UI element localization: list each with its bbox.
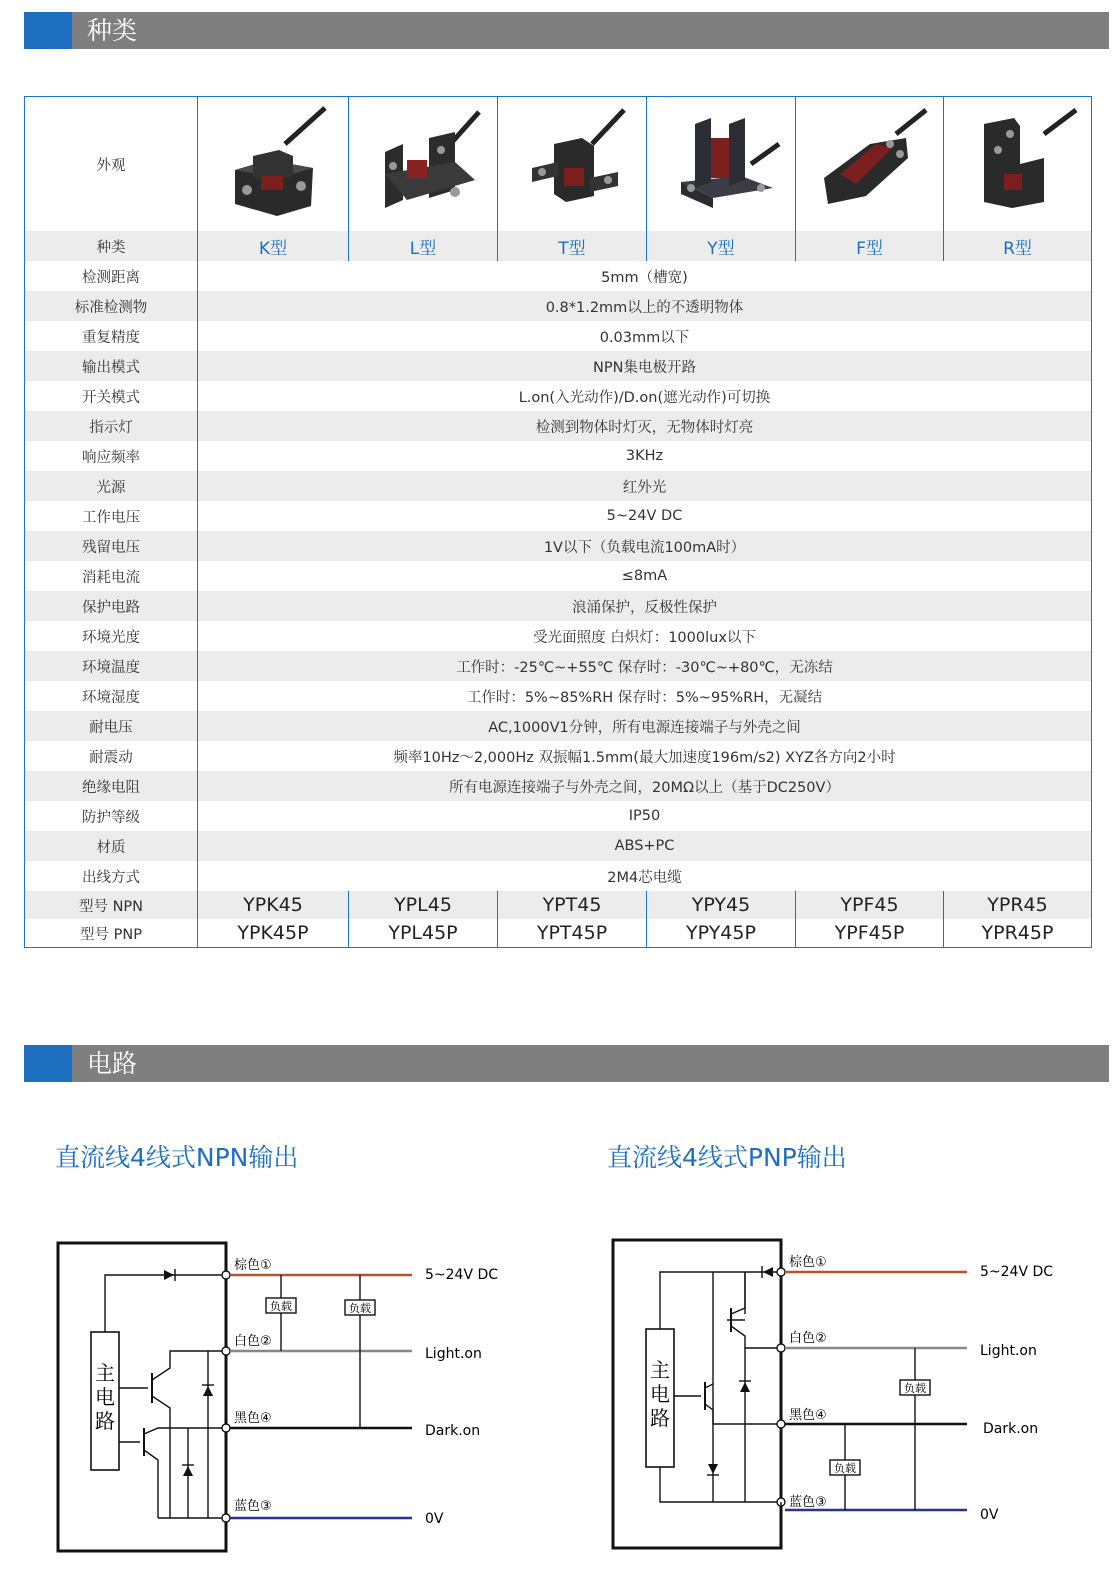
model-cell: YPF45P: [796, 919, 944, 948]
load-label: 负载: [834, 1462, 856, 1475]
wire-label-blue: 蓝色③: [789, 1495, 827, 1510]
spec-label: 环境温度: [25, 651, 198, 681]
spec-value: IP50: [198, 801, 1092, 831]
spec-label: 标准检测物: [25, 291, 198, 321]
appearance-label: 外观: [25, 97, 198, 232]
spec-label: 指示灯: [25, 411, 198, 441]
spec-value: NPN集电极开路: [198, 351, 1092, 381]
model-cell: YPF45: [796, 891, 944, 919]
type-cell: T型: [498, 231, 647, 261]
spec-value: 受光面照度 白炽灯：1000lux以下: [198, 621, 1092, 651]
pnp-circuit-title: 直流线4线式PNP输出: [607, 1143, 847, 1172]
spec-value: ≤8mA: [198, 561, 1092, 591]
spec-value: 2M4芯电缆: [198, 861, 1092, 891]
spec-label: 耐震动: [25, 741, 198, 771]
type-cell: K型: [198, 231, 349, 261]
spec-row: [25, 321, 1092, 351]
spec-value: 0.8*1.2mm以上的不透明物体: [198, 291, 1092, 321]
wire-label-black: 黑色④: [789, 1408, 827, 1423]
spec-row: [25, 471, 1092, 501]
model-cell: YPY45P: [647, 919, 796, 948]
load-label: 负载: [270, 1300, 292, 1313]
spec-value: 所有电源连接端子与外壳之间，20MΩ以上（基于DC250V）: [198, 771, 1092, 801]
spec-label: 保护电路: [25, 591, 198, 621]
spec-label: 重复精度: [25, 321, 198, 351]
spec-row: [25, 561, 1092, 591]
type-cell: F型: [796, 231, 944, 261]
spec-row: [25, 591, 1092, 621]
sensor-image-y: [647, 97, 796, 232]
spec-row: [25, 621, 1092, 651]
spec-label: 防护等级: [25, 801, 198, 831]
spec-label: 消耗电流: [25, 561, 198, 591]
spec-value: L.on(入光动作)/D.on(遮光动作)可切换: [198, 381, 1092, 411]
spec-value: 5mm（槽宽): [198, 261, 1092, 291]
spec-value: 频率10Hz～2,000Hz 双振幅1.5mm(最大加速度196m/s2) XYZ各方向2小时: [198, 741, 1092, 771]
npn-circuit-title: 直流线4线式NPN输出: [55, 1143, 299, 1172]
spec-label: 响应频率: [25, 441, 198, 471]
spec-label: 检测距离: [25, 261, 198, 291]
type-cell: L型: [349, 231, 498, 261]
spec-value: ABS+PC: [198, 831, 1092, 861]
model-cell: YPT45P: [498, 919, 647, 948]
wire-label-white: 白色②: [234, 1334, 272, 1349]
pnp-model-row: [25, 919, 1092, 948]
wire-label-blue: 蓝色③: [234, 1499, 272, 1514]
spec-row: [25, 801, 1092, 831]
section-title: 电路: [87, 1049, 138, 1078]
model-cell: YPR45P: [944, 919, 1092, 948]
spec-row: [25, 261, 1092, 291]
spec-row: [25, 831, 1092, 861]
spec-value: 0.03mm以下: [198, 321, 1092, 351]
type-cell: Y型: [647, 231, 796, 261]
zero-volt-label: 0V: [425, 1511, 444, 1527]
spec-label: 开关模式: [25, 381, 198, 411]
spec-label: 耐电压: [25, 711, 198, 741]
spec-row: [25, 351, 1092, 381]
npn-label: 型号 NPN: [25, 891, 198, 919]
model-cell: YPK45: [198, 891, 349, 919]
section-accent: [24, 1045, 72, 1082]
light-on-label: Light.on: [980, 1343, 1037, 1359]
spec-row: [25, 681, 1092, 711]
spec-row: [25, 291, 1092, 321]
spec-label: 绝缘电阻: [25, 771, 198, 801]
wire-label-brown: 棕色①: [234, 1258, 272, 1273]
spec-value: 1V以下（负载电流100mA时）: [198, 531, 1092, 561]
spec-label: 残留电压: [25, 531, 198, 561]
type-cell: R型: [944, 231, 1092, 261]
spec-value: 工作时：-25℃~+55℃ 保存时：-30℃~+80℃，无冻结: [198, 651, 1092, 681]
sensor-image-l: [349, 97, 498, 232]
main-circuit-label: 路: [95, 1409, 115, 1433]
sensor-image-t: [498, 97, 647, 232]
spec-value: 3KHz: [198, 441, 1092, 471]
section-header-circuit: [24, 1045, 1109, 1082]
main-circuit-label: 电: [95, 1385, 115, 1409]
model-cell: YPK45P: [198, 919, 349, 948]
light-on-label: Light.on: [425, 1346, 482, 1362]
spec-row: [25, 441, 1092, 471]
spec-value: 检测到物体时灯灭，无物体时灯亮: [198, 411, 1092, 441]
npn-model-row: [25, 891, 1092, 919]
model-cell: YPY45: [647, 891, 796, 919]
wire-label-white: 白色②: [789, 1331, 827, 1346]
zero-volt-label: 0V: [980, 1507, 999, 1523]
dark-on-label: Dark.on: [425, 1423, 481, 1439]
spec-label: 输出模式: [25, 351, 198, 381]
spec-row: [25, 711, 1092, 741]
sensor-image-k: [198, 97, 349, 232]
model-cell: YPL45: [349, 891, 498, 919]
spec-label: 环境湿度: [25, 681, 198, 711]
spec-row: [25, 381, 1092, 411]
spec-row: [25, 771, 1092, 801]
type-label: 种类: [25, 231, 198, 261]
wire-label-black: 黑色④: [234, 1411, 272, 1426]
supply-label: 5~24V DC: [425, 1267, 499, 1283]
spec-row: [25, 651, 1092, 681]
sensor-image-f: [796, 97, 944, 232]
spec-label: 工作电压: [25, 501, 198, 531]
main-circuit-label: 路: [650, 1406, 670, 1430]
spec-row: [25, 741, 1092, 771]
model-cell: YPL45P: [349, 919, 498, 948]
sensor-image-r: [944, 97, 1092, 232]
spec-value: 浪涌保护，反极性保护: [198, 591, 1092, 621]
spec-value: 工作时：5%~85%RH 保存时：5%~95%RH，无凝结: [198, 681, 1092, 711]
wire-label-brown: 棕色①: [789, 1255, 827, 1270]
spec-label: 材质: [25, 831, 198, 861]
spec-value: 5~24V DC: [198, 501, 1092, 531]
pnp-label: 型号 PNP: [25, 919, 198, 948]
section-accent: [24, 12, 72, 49]
spec-row: [25, 411, 1092, 441]
supply-label: 5~24V DC: [980, 1264, 1054, 1280]
load-label: 负载: [904, 1382, 926, 1395]
dark-on-label: Dark.on: [983, 1421, 1039, 1437]
main-circuit-label: 主: [650, 1358, 670, 1382]
type-row: [25, 231, 1092, 261]
main-circuit-label: 电: [650, 1382, 670, 1406]
spec-row: [25, 531, 1092, 561]
spec-table: [24, 96, 1092, 948]
spec-value: 红外光: [198, 471, 1092, 501]
spec-label: 光源: [25, 471, 198, 501]
section-title: 种类: [87, 16, 138, 45]
section-header-types: [24, 12, 1109, 49]
load-label: 负载: [349, 1302, 371, 1315]
npn-circuit-diagram: [50, 1228, 520, 1558]
spec-value: AC,1000V1分钟，所有电源连接端子与外壳之间: [198, 711, 1092, 741]
spec-row: [25, 861, 1092, 891]
appearance-row: [25, 97, 1092, 232]
model-cell: YPT45: [498, 891, 647, 919]
pnp-circuit-diagram: [605, 1228, 1075, 1558]
spec-label: 环境光度: [25, 621, 198, 651]
spec-row: [25, 501, 1092, 531]
spec-label: 出线方式: [25, 861, 198, 891]
model-cell: YPR45: [944, 891, 1092, 919]
main-circuit-label: 主: [95, 1361, 115, 1385]
